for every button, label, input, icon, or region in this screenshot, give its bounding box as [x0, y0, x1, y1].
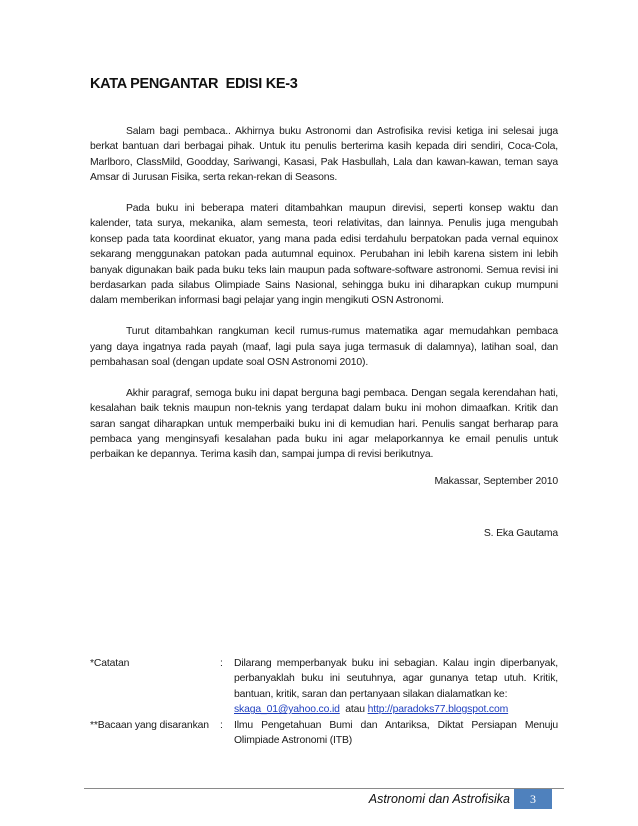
notes-section	[90, 656, 558, 748]
note-bacaan-label: **Bacaan yang disarankan	[90, 719, 209, 731]
note-catatan-label: *Catatan	[90, 658, 130, 669]
note-bacaan-text: Ilmu Pengetahuan Bumi dan Antariksa, Diktat Persiapan Menuju Olimpiade Astronomi (ITB)	[234, 719, 558, 747]
author-signature: S. Eka Gautama	[483, 528, 558, 539]
note-colon: :	[220, 658, 223, 669]
note-colon: :	[220, 719, 223, 731]
paragraph-2: Pada buku ini beberapa materi ditambahkan maupun direvisi, seperti konsep waktu dan kalender, tata surya, mekanika, alam semesta, teori relativitas, dan lainnya. Penulis juga mengubah konsep pada tata koordinat ekuator, yang mana pada edisi terdahulu berpatokan pada vernal equinox sekarang menggunakan patokan pada autumnal equinox. Perubahan ini lebih karena sistem ini lebih banyak digunakan baik pada buku teks lain maupun pada software-software astronomi. Semua revisi ini berdasarkan pada silabus Olimpiade Sains Nasional, sehingga buku ini diharapkan cukup mumpuni dalam memberikan informasi bagi pelajar yang ingin mengikuti OSN Astronomi.	[90, 203, 558, 307]
paragraph-1: Salam bagi pembaca.. Akhirnya buku Astronomi dan Astrofisika revisi ketiga ini selesai juga berkat bantuan dari berbagai pihak. Untuk itu penulis berterima kasih kepada diri sendiri, Coca-Cola, Marlboro, ClassMild, Goodday, Sariwangi, Kasasi, Pak Hasbullah, Lala dan kawan-kawan, teman saya Amsar di Jurusan Fisika, serta rekan-rekan di Seasons.	[90, 126, 558, 184]
atau-text: atau	[345, 704, 365, 716]
paragraph-4: Akhir paragraf, semoga buku ini dapat berguna bagi pembaca. Dengan segala kerendahan hati, kesalahan baik teknis maupun non-teknis yang terdapat dalam buku ini mohon dimaafkan. Kritik dan saran sangat diharapkan untuk memperbaiki buku ini di kemudian hari. Penulis sangat berharap para pembaca yang menginsyafi kesalahan pada buku ini agar melaporkannya ke email penulis untuk perbaikan ke depannya. Terima kasih dan, sampai jumpa di revisi berikutnya.	[90, 387, 558, 461]
blog-link[interactable]: http://paradoks77.blogspot.com	[367, 704, 509, 716]
place-date: Makassar, September 2010	[434, 476, 558, 487]
note-catatan-content	[230, 656, 558, 718]
footer-book-title: Astronomi dan Astrofisika	[368, 792, 510, 806]
paragraph-3: Turut ditambahkan rangkuman kecil rumus-rumus matematika agar memudahkan pembaca yang daya ingatnya rada payah (maaf, lagi pula saya juga termasuk di dalamnya), latihan soal, dan pembahasan soal (dengan update soal OSN Astronomi 2010).	[90, 326, 558, 369]
contact-line	[234, 702, 558, 717]
email-link[interactable]: skaga_01@yahoo.co.id	[234, 704, 340, 716]
preface-body	[90, 124, 558, 478]
note-bacaan	[90, 718, 558, 749]
page-number-badge: 3	[514, 789, 552, 809]
note-catatan-text: Dilarang memperbanyak buku ini sebagian. Kalau ingin diperbanyak, perbanyaklah buku ini seutuhnya, agar gunanya tetap utuh. Kritik, bantuan, kritik, saran dan pertanyaan silakan dialamatkan ke:	[234, 658, 558, 700]
page-title: KATA PENGANTAR EDISI KE-3	[90, 76, 298, 92]
note-catatan	[90, 656, 558, 718]
